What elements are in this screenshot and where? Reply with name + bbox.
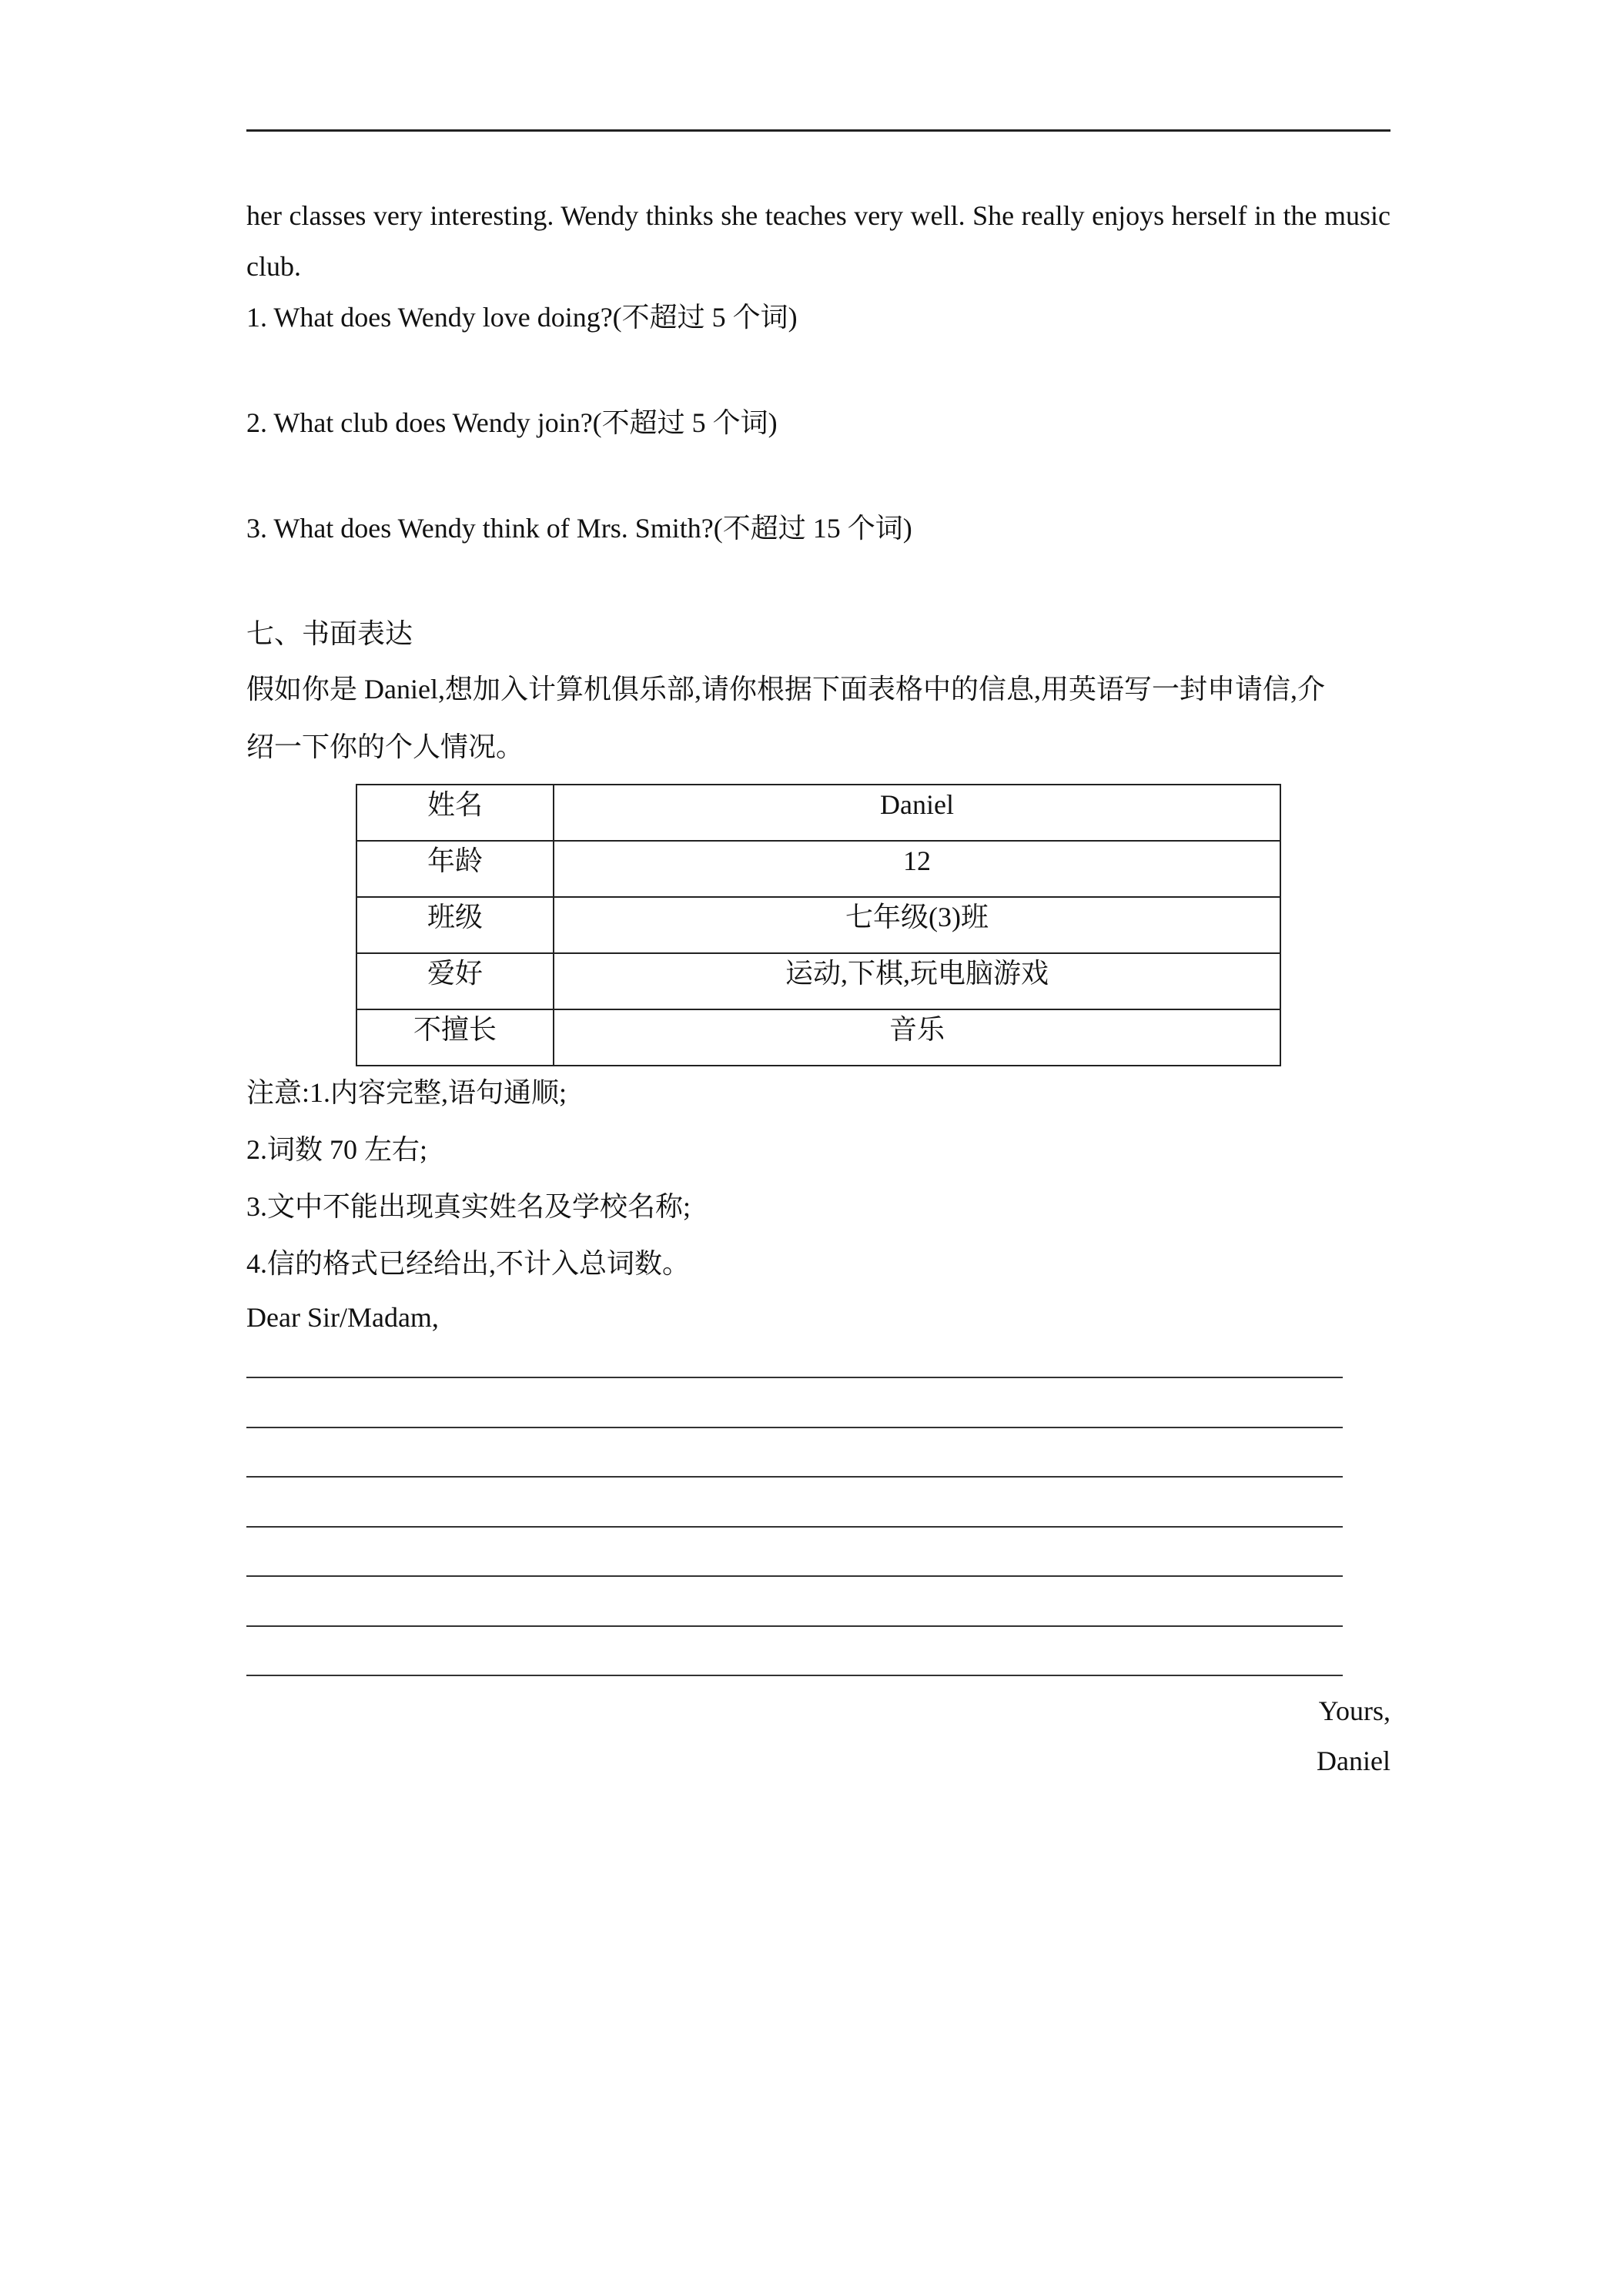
note-2: 2.词数 70 左右; xyxy=(246,1134,428,1165)
letter-closing: Yours, xyxy=(1318,1695,1390,1726)
writing-line[interactable] xyxy=(246,1427,1343,1428)
note-4: 4.信的格式已经给出,不计入总词数。 xyxy=(246,1248,691,1279)
table-row xyxy=(356,841,1280,897)
table-value-class: 七年级(3)班 xyxy=(554,897,1280,953)
writing-line[interactable] xyxy=(246,1675,1343,1676)
table-value-hobbies: 运动,下棋,玩电脑游戏 xyxy=(554,953,1280,1009)
table-label-age: 年龄 xyxy=(356,841,554,897)
header-rule xyxy=(246,129,1390,132)
writing-prompt-line-1: 假如你是 Daniel,想加入计算机俱乐部,请你根据下面表格中的信息,用英语写一封申请信,介 xyxy=(246,674,1325,705)
section-title: 七、书面表达 xyxy=(246,618,413,649)
table-value-weakness: 音乐 xyxy=(554,1009,1280,1066)
passage-ending: her classes very interesting. Wendy thinks she teaches very well. She really enjoys herself in the music club. xyxy=(246,200,1390,282)
letter-signature: Daniel xyxy=(1317,1745,1390,1776)
table-value-age: 12 xyxy=(554,841,1280,897)
letter-greeting: Dear Sir/Madam, xyxy=(246,1302,439,1333)
note-3: 3.文中不能出现真实姓名及学校名称; xyxy=(246,1191,691,1222)
question-3: 3. What does Wendy think of Mrs. Smith?(不超过 15 个词) xyxy=(246,513,912,544)
table-value-name: Daniel xyxy=(554,785,1280,841)
table-row xyxy=(356,953,1280,1009)
info-table xyxy=(356,784,1281,1066)
table-row xyxy=(356,897,1280,953)
writing-line[interactable] xyxy=(246,1625,1343,1627)
writing-prompt-line-2: 绍一下你的个人情况。 xyxy=(246,731,524,762)
question-2: 2. What club does Wendy join?(不超过 5 个词) xyxy=(246,407,778,438)
writing-line[interactable] xyxy=(246,1377,1343,1378)
writing-line[interactable] xyxy=(246,1526,1343,1528)
writing-line[interactable] xyxy=(246,1575,1343,1577)
table-label-hobbies: 爱好 xyxy=(356,953,554,1009)
table-row xyxy=(356,1009,1280,1066)
table-row xyxy=(356,785,1280,841)
table-label-name: 姓名 xyxy=(356,785,554,841)
table-label-weakness: 不擅长 xyxy=(356,1009,554,1066)
table-label-class: 班级 xyxy=(356,897,554,953)
question-1: 1. What does Wendy love doing?(不超过 5 个词) xyxy=(246,302,798,333)
note-1: 注意:1.内容完整,语句通顺; xyxy=(246,1077,567,1108)
writing-line[interactable] xyxy=(246,1476,1343,1478)
